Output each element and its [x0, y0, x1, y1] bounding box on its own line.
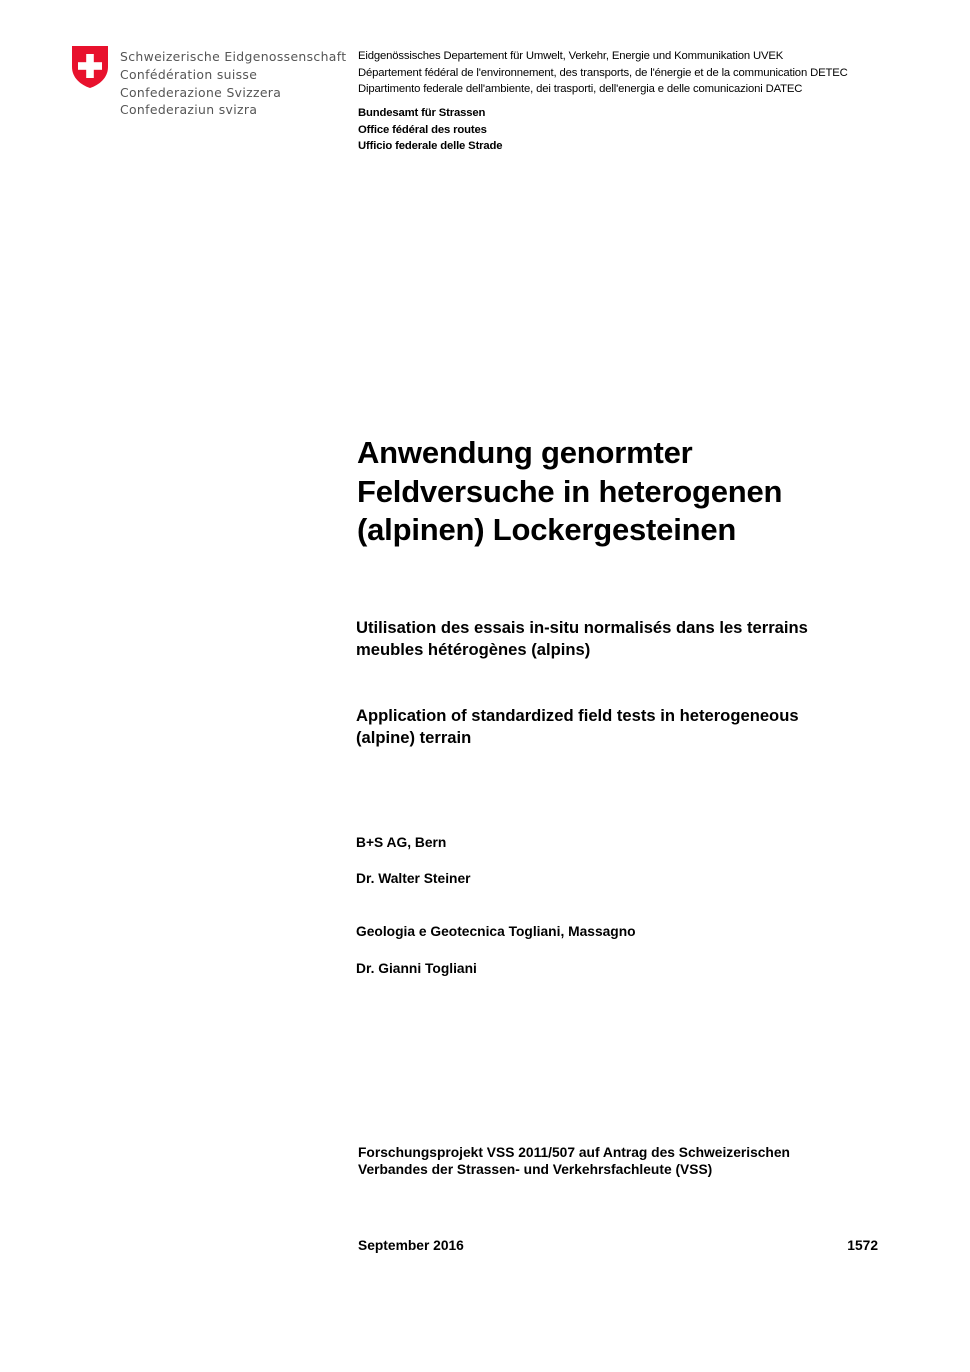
research-project-note: [358, 1144, 790, 1178]
office-header: [358, 105, 502, 155]
subtitle-french: [356, 617, 808, 660]
title-line: Anwendung genormter: [357, 435, 693, 470]
department-line-fr: Département fédéral de l'environnement, des transports, de l'énergie et de la communication DETEC: [358, 66, 848, 79]
department-line-it: Dipartimento federale dell'ambiente, dei trasporti, dell'energia e delle comunicazioni DATEC: [358, 83, 803, 95]
publication-date: September 2016: [358, 1238, 464, 1253]
office-line-it: Ufficio federale delle Strade: [358, 140, 503, 152]
subtitle-line: Application of standardized field tests in heterogeneous: [356, 706, 799, 725]
swiss-cross-shield-icon: [71, 45, 109, 89]
office-line-de: Bundesamt für Strassen: [358, 107, 486, 119]
confed-name-rm: Confederaziun svizra: [120, 102, 258, 118]
project-line: Verbandes der Strassen- und Verkehrsfachleute (VSS): [358, 1162, 713, 1177]
confed-name-fr: Confédération suisse: [120, 66, 258, 82]
author-organization-2: Geologia e Geotecnica Togliani, Massagno: [356, 924, 636, 939]
confederation-names: [120, 48, 346, 119]
author-organization-1: B+S AG, Bern: [356, 835, 447, 850]
author-person-1: Dr. Walter Steiner: [356, 871, 471, 886]
title-line: (alpinen) Lockergesteinen: [357, 512, 737, 547]
confed-name-it: Confederazione Svizzera: [120, 84, 282, 100]
department-header: [358, 48, 848, 98]
report-number: 1572: [847, 1238, 878, 1253]
subtitle-english: [356, 705, 799, 748]
subtitle-line: Utilisation des essais in-situ normalisés dans les terrains: [356, 618, 808, 637]
subtitle-line: meubles hétérogènes (alpins): [356, 639, 591, 659]
office-line-fr: Office fédéral des routes: [358, 123, 487, 136]
cross-horizontal: [78, 62, 102, 70]
confed-name-de: Schweizerische Eidgenossenschaft: [120, 49, 347, 64]
subtitle-line: (alpine) terrain: [356, 727, 472, 747]
project-line: Forschungsprojekt VSS 2011/507 auf Antrag des Schweizerischen: [358, 1145, 790, 1160]
title-line: Feldversuche in heterogenen: [357, 473, 783, 509]
report-title: [357, 434, 782, 550]
department-line-de: Eidgenössisches Departement für Umwelt, Verkehr, Energie und Kommunikation UVEK: [358, 50, 784, 62]
author-person-2: Dr. Gianni Togliani: [356, 961, 477, 976]
